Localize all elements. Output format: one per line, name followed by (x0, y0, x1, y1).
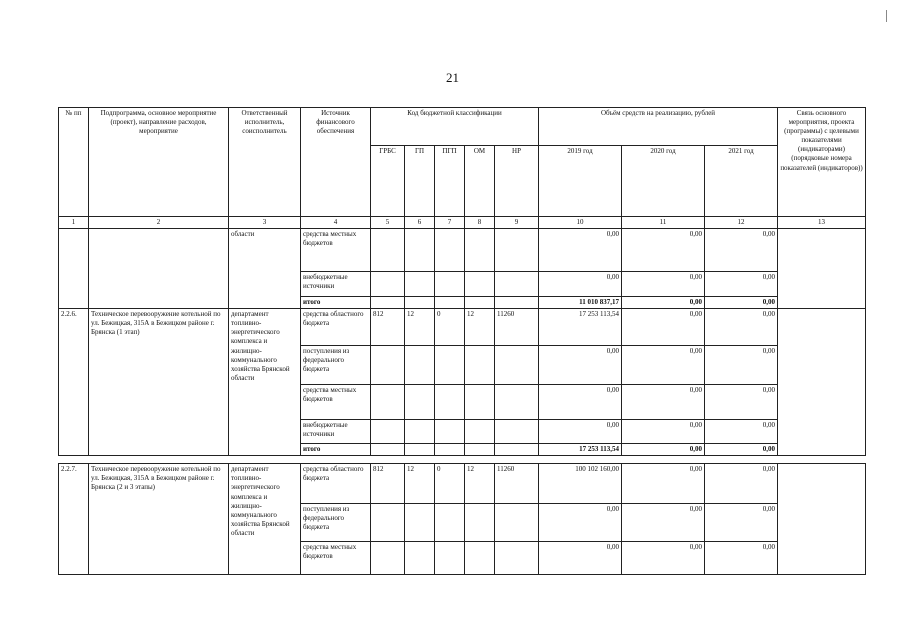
item-title: Техническое перевооружение котельной по ул. Бежицкая, 315А в Бежицком районе г. Брянска (2 и 3 этапы) (89, 464, 229, 575)
kbk-gp: 12 (405, 464, 435, 504)
amount-2020: 0,00 (622, 346, 705, 385)
kbk-grbs: 812 (371, 464, 405, 504)
header-nr: НР (495, 146, 539, 217)
kbk-om: 12 (465, 309, 495, 346)
source-cell: поступления из федерального бюджета (301, 504, 371, 542)
kbk-pgp: 0 (435, 464, 465, 504)
total-2019: 17 253 113,54 (539, 444, 622, 456)
amount-2021: 0,00 (705, 464, 778, 504)
source-cell-total: итого (301, 297, 371, 309)
column-number: 2 (89, 217, 229, 229)
amount-2021: 0,00 (705, 229, 778, 272)
amount-2020: 0,00 (622, 542, 705, 575)
column-number: 1 (59, 217, 89, 229)
header-source: Источник финансового обеспечения (301, 108, 371, 217)
column-number: 9 (495, 217, 539, 229)
column-number: 10 (539, 217, 622, 229)
amount-2020: 0,00 (622, 272, 705, 297)
amount-2020: 0,00 (622, 309, 705, 346)
column-number: 4 (301, 217, 371, 229)
total-2019: 11 010 837,17 (539, 297, 622, 309)
column-number: 5 (371, 217, 405, 229)
source-cell: средства местных бюджетов (301, 542, 371, 575)
amount-2019: 0,00 (539, 346, 622, 385)
amount-2021: 0,00 (705, 309, 778, 346)
source-cell: внебюджетные источники (301, 420, 371, 444)
amount-2021: 0,00 (705, 542, 778, 575)
kbk-pgp: 0 (435, 309, 465, 346)
amount-2021: 0,00 (705, 420, 778, 444)
kbk-nr: 11260 (495, 464, 539, 504)
amount-2019: 17 253 113,54 (539, 309, 622, 346)
source-cell: средства местных бюджетов (301, 229, 371, 272)
amount-2021: 0,00 (705, 385, 778, 420)
amount-2020: 0,00 (622, 464, 705, 504)
source-cell: средства местных бюджетов (301, 385, 371, 420)
executor-cell: области (229, 229, 301, 309)
budget-table (58, 107, 866, 575)
total-2021: 0,00 (705, 444, 778, 456)
amount-2020: 0,00 (622, 229, 705, 272)
header-om: ОМ (465, 146, 495, 217)
header-executor: Ответственный исполнитель, соисполнитель (229, 108, 301, 217)
source-cell: средства областного бюджета (301, 464, 371, 504)
amount-2021: 0,00 (705, 346, 778, 385)
amount-2019: 0,00 (539, 504, 622, 542)
column-number: 3 (229, 217, 301, 229)
header-volume: Объём средств на реализацию, рублей (539, 108, 778, 146)
total-2020: 0,00 (622, 444, 705, 456)
column-number: 6 (405, 217, 435, 229)
amount-2021: 0,00 (705, 504, 778, 542)
item-number: 2.2.6. (59, 309, 89, 456)
header-link: Связь основного мероприятия, проекта (программы) с целевыми показателями (индикаторами) (порядковые номера показателей (индикаторов)) (778, 108, 866, 217)
column-number: 12 (705, 217, 778, 229)
header-num: № пп (59, 108, 89, 217)
table-row (59, 229, 866, 272)
amount-2020: 0,00 (622, 385, 705, 420)
executor-cell: департамент топливно-энергетического комплекса и жилищно-коммунального хозяйства Брянской области (229, 464, 301, 575)
item-number: 2.2.7. (59, 464, 89, 575)
total-2021: 0,00 (705, 297, 778, 309)
header-pgp: ПГП (435, 146, 465, 217)
amount-2019: 100 102 160,00 (539, 464, 622, 504)
amount-2020: 0,00 (622, 420, 705, 444)
item-title: Техническое перевооружение котельной по ул. Бежицкая, 315А в Бежицком районе г. Брянска (1 этап) (89, 309, 229, 456)
source-cell-total: итого (301, 444, 371, 456)
header-year-2019: 2019 год (539, 146, 622, 217)
header-gp: ГП (405, 146, 435, 217)
total-2020: 0,00 (622, 297, 705, 309)
amount-2019: 0,00 (539, 385, 622, 420)
column-number: 11 (622, 217, 705, 229)
header-kbk: Код бюджетной классификации (371, 108, 539, 146)
amount-2021: 0,00 (705, 272, 778, 297)
kbk-grbs: 812 (371, 309, 405, 346)
header-year-2020: 2020 год (622, 146, 705, 217)
source-cell: поступления из федерального бюджета (301, 346, 371, 385)
amount-2019: 0,00 (539, 420, 622, 444)
column-number: 13 (778, 217, 866, 229)
table-row (59, 464, 866, 504)
amount-2019: 0,00 (539, 542, 622, 575)
page-number: 21 (446, 70, 459, 85)
header-year-2021: 2021 год (705, 146, 778, 217)
amount-2020: 0,00 (622, 504, 705, 542)
header-grbs: ГРБС (371, 146, 405, 217)
kbk-nr: 11260 (495, 309, 539, 346)
column-number: 7 (435, 217, 465, 229)
source-cell: средства областного бюджета (301, 309, 371, 346)
header-subprogram: Подпрограмма, основное мероприятие (проект), направление расходов, мероприятие (89, 108, 229, 217)
amount-2019: 0,00 (539, 229, 622, 272)
executor-cell: департамент топливно-энергетического комплекса и жилищно-коммунального хозяйства Брянской области (229, 309, 301, 456)
scan-edge-mark (886, 10, 887, 22)
column-number: 8 (465, 217, 495, 229)
amount-2019: 0,00 (539, 272, 622, 297)
source-cell: внебюджетные источники (301, 272, 371, 297)
kbk-gp: 12 (405, 309, 435, 346)
table-row (59, 309, 866, 346)
kbk-om: 12 (465, 464, 495, 504)
